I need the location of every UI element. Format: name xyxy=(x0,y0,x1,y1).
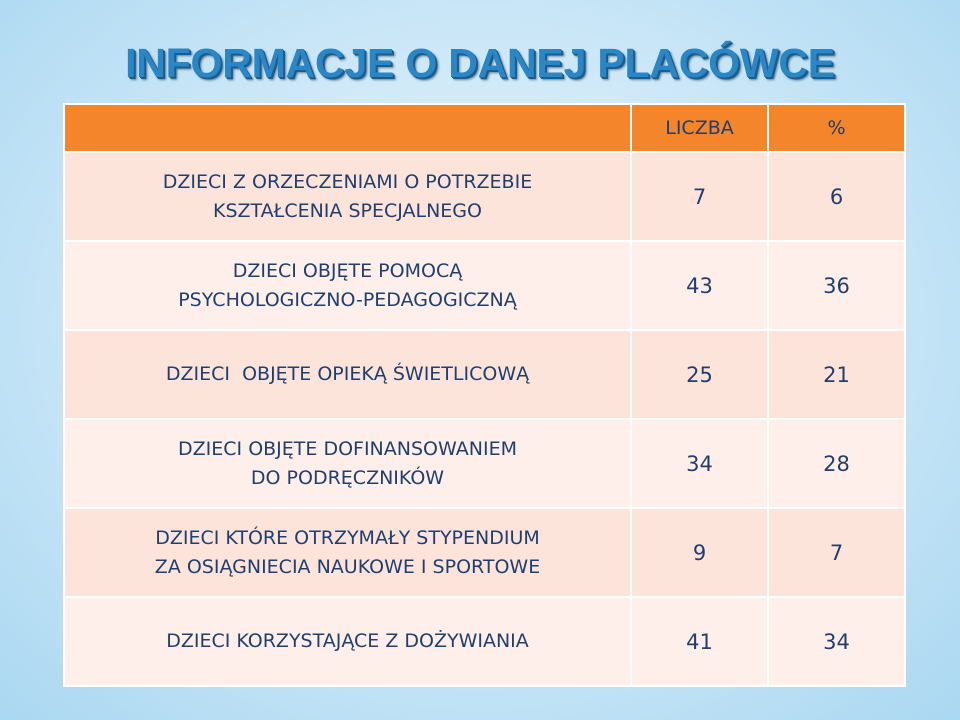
page-title: INFORMACJE O DANEJ PLACÓWCE xyxy=(125,40,835,86)
row-label-line: ZA OSIĄGNIECIA NAUKOWE I SPORTOWE xyxy=(154,555,541,578)
row-label-line: DO PODRĘCZNIKÓW xyxy=(250,466,445,489)
row-percent-cell: 34 xyxy=(768,597,905,686)
row-percent-cell: 21 xyxy=(768,330,905,419)
row-label-cell xyxy=(64,508,631,597)
table-row xyxy=(64,597,905,686)
row-label-line: DZIECI OBJĘTE DOFINANSOWANIEM xyxy=(178,437,517,460)
table-row xyxy=(64,241,905,330)
row-label-line: DZIECI KTÓRE OTRZYMAŁY STYPENDIUM xyxy=(155,526,540,549)
row-label-cell xyxy=(64,419,631,508)
row-count-cell: 9 xyxy=(631,508,768,597)
row-label-cell xyxy=(64,597,631,686)
row-label-line: DZIECI KORZYSTAJĄCE Z DOŻYWIANIA xyxy=(166,630,529,652)
table-row xyxy=(64,152,905,241)
row-count-cell: 41 xyxy=(631,597,768,686)
header-count-cell: LICZBA xyxy=(631,104,768,152)
row-label-line: DZIECI OBJĘTE OPIEKĄ ŚWIETLICOWĄ xyxy=(165,363,530,385)
row-label-cell xyxy=(64,330,631,419)
row-percent-cell: 28 xyxy=(768,419,905,508)
row-label-line: DZIECI OBJĘTE POMOCĄ xyxy=(232,259,463,282)
row-label-line: DZIECI Z ORZECZENIAMI O POTRZEBIE xyxy=(162,170,533,193)
row-percent-cell: 7 xyxy=(768,508,905,597)
row-percent-cell: 36 xyxy=(768,241,905,330)
table-row xyxy=(64,330,905,419)
row-percent-cell: 6 xyxy=(768,152,905,241)
row-count-cell: 43 xyxy=(631,241,768,330)
table-header-row xyxy=(64,104,905,152)
row-label-line: PSYCHOLOGICZNO-PEDAGOGICZNĄ xyxy=(178,288,517,311)
row-label-cell xyxy=(64,241,631,330)
header-percent-cell: % xyxy=(768,104,905,152)
row-count-cell: 7 xyxy=(631,152,768,241)
data-table xyxy=(63,103,906,687)
row-label-cell xyxy=(64,152,631,241)
table-row xyxy=(64,419,905,508)
row-label-line: KSZTAŁCENIA SPECJALNEGO xyxy=(212,199,482,222)
row-count-cell: 25 xyxy=(631,330,768,419)
table-row xyxy=(64,508,905,597)
row-count-cell: 34 xyxy=(631,419,768,508)
header-label-cell xyxy=(64,104,631,152)
